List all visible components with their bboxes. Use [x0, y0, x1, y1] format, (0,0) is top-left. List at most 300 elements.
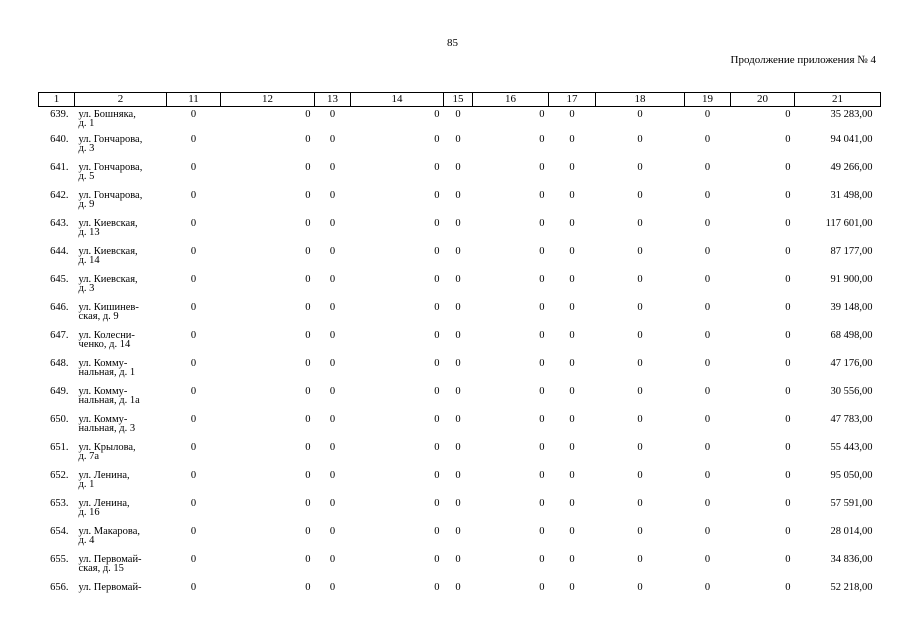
cell-col-19: 0 — [704, 330, 711, 341]
cell-col-14: 0 — [434, 190, 440, 201]
street-name: ул. Ленина, — [78, 498, 130, 509]
cell-col-12: 0 — [305, 274, 311, 285]
cell-col-17: 0 — [569, 386, 575, 397]
cell-col-19: 0 — [704, 190, 711, 201]
street-name: ул. Первомай- — [78, 582, 142, 593]
cell-col-20: 0 — [785, 526, 791, 537]
cell-col-17: 0 — [569, 414, 575, 425]
cell-col-12: 0 — [305, 358, 311, 369]
cell-col-18: 0 — [637, 470, 643, 481]
cell-col-17: 0 — [569, 302, 575, 313]
cell-col-19: 0 — [704, 246, 711, 257]
column-header: 21 — [795, 93, 881, 107]
house-number: д. 16 — [78, 507, 100, 518]
street-name: ул. Комму- — [78, 358, 128, 369]
table-row — [39, 499, 881, 527]
row-number: 644. — [50, 246, 69, 257]
row-number: 641. — [50, 162, 69, 173]
cell-col-18: 0 — [637, 358, 643, 369]
cell-col-17: 0 — [569, 526, 575, 537]
address-cell — [75, 247, 167, 275]
table-row — [39, 331, 881, 359]
cell-col-20: 0 — [785, 162, 791, 173]
cell-col-20: 0 — [785, 134, 791, 145]
row-number: 649. — [50, 386, 69, 397]
address-cell — [75, 331, 167, 359]
house-number: ченко, д. 14 — [78, 339, 131, 350]
cell-col-17: 0 — [569, 470, 575, 481]
table-body — [39, 107, 881, 612]
address-cell — [75, 555, 167, 583]
cell-col-15: 0 — [455, 554, 461, 565]
column-header: 11 — [167, 93, 221, 107]
cell-col-18: 0 — [637, 330, 643, 341]
cell-col-11: 0 — [190, 274, 197, 285]
cell-col-11: 0 — [190, 190, 197, 201]
cell-col-13: 0 — [329, 330, 336, 341]
cell-col-17: 0 — [569, 218, 575, 229]
cell-col-21-total: 47 783,00 — [830, 414, 873, 425]
cell-col-19: 0 — [704, 162, 711, 173]
cell-col-20: 0 — [785, 358, 791, 369]
house-number: д. 1 — [78, 479, 95, 490]
column-header: 20 — [731, 93, 795, 107]
cell-col-16: 0 — [539, 526, 545, 537]
column-header: 15 — [444, 93, 473, 107]
cell-col-19: 0 — [704, 526, 711, 537]
table-row — [39, 555, 881, 583]
cell-col-21-total: 52 218,00 — [830, 582, 873, 593]
cell-col-20: 0 — [785, 582, 791, 593]
cell-col-14: 0 — [434, 162, 440, 173]
cell-col-20: 0 — [785, 330, 791, 341]
column-header: 17 — [549, 93, 596, 107]
house-number: д. 3 — [78, 143, 95, 154]
cell-col-15: 0 — [455, 358, 461, 369]
cell-col-16: 0 — [539, 274, 545, 285]
table-row — [39, 583, 881, 611]
cell-col-12: 0 — [305, 330, 311, 341]
row-number: 640. — [50, 134, 69, 145]
page-number: 85 — [447, 37, 458, 49]
cell-col-21-total: 95 050,00 — [830, 470, 873, 481]
house-number: д. 7а — [78, 451, 100, 462]
cell-col-11: 0 — [190, 358, 197, 369]
cell-col-14: 0 — [434, 246, 440, 257]
cell-col-13: 0 — [329, 190, 336, 201]
cell-col-15: 0 — [455, 330, 461, 341]
cell-col-12: 0 — [305, 246, 311, 257]
cell-col-11: 0 — [190, 526, 197, 537]
cell-col-13: 0 — [329, 554, 336, 565]
cell-col-21-total: 31 498,00 — [830, 190, 873, 201]
cell-col-19: 0 — [704, 554, 711, 565]
house-number: ская, д. 15 — [78, 563, 124, 574]
cell-col-13: 0 — [329, 526, 336, 537]
cell-col-12: 0 — [305, 162, 311, 173]
house-number: д. 4 — [78, 535, 95, 546]
cell-col-16: 0 — [539, 498, 545, 509]
column-header: 1 — [39, 93, 75, 107]
cell-col-21-total: 30 556,00 — [830, 386, 873, 397]
row-number: 652. — [50, 470, 69, 481]
row-number: 639. — [50, 109, 69, 120]
cell-col-11: 0 — [190, 442, 197, 453]
cell-col-11: 0 — [190, 470, 197, 481]
cell-col-19: 0 — [704, 274, 711, 285]
appendix-table — [38, 92, 881, 611]
street-name: ул. Кишинев- — [78, 302, 139, 313]
cell-col-11: 0 — [190, 246, 197, 257]
cell-col-17: 0 — [569, 134, 575, 145]
table-row — [39, 303, 881, 331]
column-header: 12 — [221, 93, 315, 107]
cell-col-21-total: 94 041,00 — [830, 134, 873, 145]
cell-col-14: 0 — [434, 274, 440, 285]
cell-col-16: 0 — [539, 190, 545, 201]
street-name: ул. Гончарова, — [78, 162, 143, 173]
street-name: ул. Бошняка, — [78, 109, 136, 120]
cell-col-20: 0 — [785, 274, 791, 285]
cell-col-21-total: 34 836,00 — [830, 554, 873, 565]
cell-col-21-total: 47 176,00 — [830, 358, 873, 369]
cell-col-20: 0 — [785, 554, 791, 565]
cell-col-11: 0 — [190, 302, 197, 313]
cell-col-11: 0 — [190, 582, 197, 593]
address-cell — [75, 275, 167, 303]
column-header: 16 — [473, 93, 549, 107]
cell-col-17: 0 — [569, 498, 575, 509]
cell-col-18: 0 — [637, 526, 643, 537]
cell-col-12: 0 — [305, 442, 311, 453]
cell-col-15: 0 — [455, 582, 461, 593]
cell-col-13: 0 — [329, 162, 336, 173]
cell-col-16: 0 — [539, 246, 545, 257]
table-row — [39, 135, 881, 163]
cell-col-18: 0 — [637, 442, 643, 453]
cell-col-20: 0 — [785, 218, 791, 229]
cell-col-17: 0 — [569, 274, 575, 285]
column-header: 19 — [685, 93, 731, 107]
street-name: ул. Ленина, — [78, 470, 130, 481]
address-cell — [75, 527, 167, 555]
cell-col-13: 0 — [329, 414, 336, 425]
street-name: ул. Колесни- — [78, 330, 135, 341]
cell-col-14: 0 — [434, 330, 440, 341]
cell-col-19: 0 — [704, 498, 711, 509]
cell-col-11: 0 — [190, 498, 197, 509]
cell-col-12: 0 — [305, 582, 311, 593]
cell-col-14: 0 — [434, 109, 440, 120]
cell-col-16: 0 — [539, 330, 545, 341]
house-number: д. 14 — [78, 255, 100, 266]
table-row — [39, 191, 881, 219]
cell-col-12: 0 — [305, 302, 311, 313]
house-number: нальная, д. 1 — [78, 367, 136, 378]
cell-col-14: 0 — [434, 554, 440, 565]
cell-col-18: 0 — [637, 386, 643, 397]
cell-col-15: 0 — [455, 246, 461, 257]
cell-col-16: 0 — [539, 218, 545, 229]
cell-col-13: 0 — [329, 302, 336, 313]
cell-col-14: 0 — [434, 386, 440, 397]
cell-col-13: 0 — [329, 470, 336, 481]
cell-col-16: 0 — [539, 414, 545, 425]
cell-col-20: 0 — [785, 246, 791, 257]
cell-col-15: 0 — [455, 526, 461, 537]
cell-col-13: 0 — [329, 134, 336, 145]
house-number: д. 1 — [78, 118, 95, 129]
row-number: 646. — [50, 302, 69, 313]
cell-col-15: 0 — [455, 442, 461, 453]
cell-col-17: 0 — [569, 330, 575, 341]
cell-col-19: 0 — [704, 134, 711, 145]
table-row — [39, 527, 881, 555]
cell-col-16: 0 — [539, 134, 545, 145]
cell-col-11: 0 — [190, 330, 197, 341]
cell-col-16: 0 — [539, 162, 545, 173]
column-header: 14 — [351, 93, 444, 107]
cell-col-21-total: 57 591,00 — [830, 498, 873, 509]
cell-col-19: 0 — [704, 470, 711, 481]
cell-col-21-total: 87 177,00 — [830, 246, 873, 257]
cell-col-16: 0 — [539, 109, 545, 120]
cell-col-15: 0 — [455, 302, 461, 313]
cell-col-13: 0 — [329, 498, 336, 509]
cell-col-19: 0 — [704, 414, 711, 425]
cell-col-16: 0 — [539, 470, 545, 481]
cell-col-11: 0 — [190, 162, 197, 173]
table-row — [39, 387, 881, 415]
row-number: 653. — [50, 498, 69, 509]
appendix-continuation-label: Продолжение приложения № 4 — [730, 54, 876, 66]
street-name: ул. Макарова, — [78, 526, 140, 537]
cell-col-12: 0 — [305, 414, 311, 425]
cell-col-11: 0 — [190, 109, 197, 120]
cell-col-11: 0 — [190, 386, 197, 397]
cell-col-19: 0 — [704, 442, 711, 453]
cell-col-11: 0 — [190, 134, 197, 145]
cell-col-18: 0 — [637, 498, 643, 509]
cell-col-14: 0 — [434, 134, 440, 145]
cell-col-18: 0 — [637, 302, 643, 313]
cell-col-11: 0 — [190, 218, 197, 229]
cell-col-21-total: 91 900,00 — [830, 274, 873, 285]
cell-col-18: 0 — [637, 162, 643, 173]
cell-col-14: 0 — [434, 218, 440, 229]
address-cell — [75, 359, 167, 387]
cell-col-14: 0 — [434, 414, 440, 425]
cell-col-19: 0 — [704, 302, 711, 313]
cell-col-15: 0 — [455, 134, 461, 145]
address-cell — [75, 219, 167, 247]
cell-col-21-total: 35 283,00 — [830, 109, 873, 120]
house-number: нальная, д. 1а — [78, 395, 140, 406]
cell-col-18: 0 — [637, 246, 643, 257]
cell-col-16: 0 — [539, 582, 545, 593]
row-number: 656. — [50, 582, 69, 593]
row-number: 642. — [50, 190, 69, 201]
cell-col-20: 0 — [785, 498, 791, 509]
column-header: 18 — [596, 93, 685, 107]
header-row — [39, 93, 881, 107]
cell-col-19: 0 — [704, 386, 711, 397]
row-number: 645. — [50, 274, 69, 285]
cell-col-21-total: 39 148,00 — [830, 302, 873, 313]
cell-col-11: 0 — [190, 414, 197, 425]
street-name: ул. Гончарова, — [78, 134, 143, 145]
cell-col-13: 0 — [329, 246, 336, 257]
table-row — [39, 471, 881, 499]
cell-col-13: 0 — [329, 582, 336, 593]
street-name: ул. Комму- — [78, 386, 128, 397]
address-cell — [75, 163, 167, 191]
cell-col-12: 0 — [305, 109, 311, 120]
address-cell — [75, 191, 167, 219]
cell-col-16: 0 — [539, 442, 545, 453]
column-header: 2 — [75, 93, 167, 107]
cell-col-21-total: 117 601,00 — [825, 218, 873, 229]
cell-col-17: 0 — [569, 162, 575, 173]
row-number: 647. — [50, 330, 69, 341]
house-number: д. 3 — [78, 283, 95, 294]
cell-col-21-total: 28 014,00 — [830, 526, 873, 537]
cell-col-13: 0 — [329, 358, 336, 369]
row-number: 655. — [50, 554, 69, 565]
cell-col-17: 0 — [569, 442, 575, 453]
cell-col-20: 0 — [785, 386, 791, 397]
cell-col-14: 0 — [434, 582, 440, 593]
street-name: ул. Киевская, — [78, 218, 138, 229]
cell-col-15: 0 — [455, 190, 461, 201]
cell-col-14: 0 — [434, 526, 440, 537]
cell-col-15: 0 — [455, 414, 461, 425]
street-name: ул. Гончарова, — [78, 190, 143, 201]
cell-col-21-total: 68 498,00 — [830, 330, 873, 341]
cell-col-18: 0 — [637, 274, 643, 285]
address-cell — [75, 499, 167, 527]
cell-col-21-total: 49 266,00 — [830, 162, 873, 173]
cell-col-16: 0 — [539, 358, 545, 369]
street-name: ул. Первомай- — [78, 554, 142, 565]
cell-col-15: 0 — [455, 274, 461, 285]
cell-col-18: 0 — [637, 554, 643, 565]
cell-col-15: 0 — [455, 498, 461, 509]
cell-col-19: 0 — [704, 582, 711, 593]
house-number: ская, д. 9 — [78, 311, 119, 322]
address-cell — [75, 387, 167, 415]
cell-col-17: 0 — [569, 109, 575, 120]
cell-col-20: 0 — [785, 190, 791, 201]
cell-col-18: 0 — [637, 109, 643, 120]
house-number: нальная, д. 3 — [78, 423, 136, 434]
cell-col-12: 0 — [305, 134, 311, 145]
table-row — [39, 359, 881, 387]
cell-col-13: 0 — [329, 109, 336, 120]
table-row — [39, 163, 881, 191]
row-number: 643. — [50, 218, 69, 229]
cell-col-12: 0 — [305, 470, 311, 481]
cell-col-12: 0 — [305, 190, 311, 201]
cell-col-20: 0 — [785, 470, 791, 481]
cell-col-18: 0 — [637, 414, 643, 425]
cell-col-14: 0 — [434, 470, 440, 481]
street-name: ул. Киевская, — [78, 246, 138, 257]
cell-col-15: 0 — [455, 109, 461, 120]
street-name: ул. Комму- — [78, 414, 128, 425]
cell-col-13: 0 — [329, 274, 336, 285]
cell-col-14: 0 — [434, 442, 440, 453]
table-row — [39, 275, 881, 303]
cell-col-18: 0 — [637, 134, 643, 145]
cell-col-12: 0 — [305, 498, 311, 509]
cell-col-19: 0 — [704, 218, 711, 229]
row-number: 650. — [50, 414, 69, 425]
cell-col-17: 0 — [569, 582, 575, 593]
cell-col-12: 0 — [305, 526, 311, 537]
data-table-wrapper — [38, 92, 880, 611]
cell-col-20: 0 — [785, 302, 791, 313]
cell-col-16: 0 — [539, 302, 545, 313]
cell-col-17: 0 — [569, 358, 575, 369]
house-number: д. 9 — [78, 199, 95, 210]
table-row — [39, 219, 881, 247]
cell-col-17: 0 — [569, 246, 575, 257]
table-row — [39, 443, 881, 471]
cell-col-15: 0 — [455, 162, 461, 173]
row-number: 648. — [50, 358, 69, 369]
column-header: 13 — [315, 93, 351, 107]
row-number: 651. — [50, 442, 69, 453]
cell-col-20: 0 — [785, 442, 791, 453]
cell-col-15: 0 — [455, 470, 461, 481]
cell-col-21-total: 55 443,00 — [830, 442, 873, 453]
cell-col-19: 0 — [704, 109, 711, 120]
table-row — [39, 415, 881, 443]
address-cell — [75, 135, 167, 163]
table-row — [39, 247, 881, 275]
cell-col-18: 0 — [637, 218, 643, 229]
house-number: д. 5 — [78, 171, 95, 182]
cell-col-12: 0 — [305, 218, 311, 229]
cell-col-16: 0 — [539, 386, 545, 397]
address-cell — [75, 415, 167, 443]
cell-col-14: 0 — [434, 302, 440, 313]
cell-col-13: 0 — [329, 386, 336, 397]
street-name: ул. Киевская, — [78, 274, 138, 285]
cell-col-19: 0 — [704, 358, 711, 369]
table-header — [39, 93, 881, 107]
address-cell — [75, 471, 167, 499]
table-row — [39, 107, 881, 136]
cell-col-17: 0 — [569, 190, 575, 201]
cell-col-12: 0 — [305, 386, 311, 397]
cell-col-14: 0 — [434, 358, 440, 369]
cell-col-18: 0 — [637, 190, 643, 201]
cell-col-17: 0 — [569, 554, 575, 565]
cell-col-15: 0 — [455, 386, 461, 397]
address-cell — [75, 443, 167, 471]
address-cell — [75, 583, 167, 611]
cell-col-15: 0 — [455, 218, 461, 229]
cell-col-18: 0 — [637, 582, 643, 593]
street-name: ул. Крылова, — [78, 442, 136, 453]
address-cell — [75, 107, 167, 136]
cell-col-11: 0 — [190, 554, 197, 565]
cell-col-16: 0 — [539, 554, 545, 565]
cell-col-20: 0 — [785, 414, 791, 425]
address-cell — [75, 303, 167, 331]
